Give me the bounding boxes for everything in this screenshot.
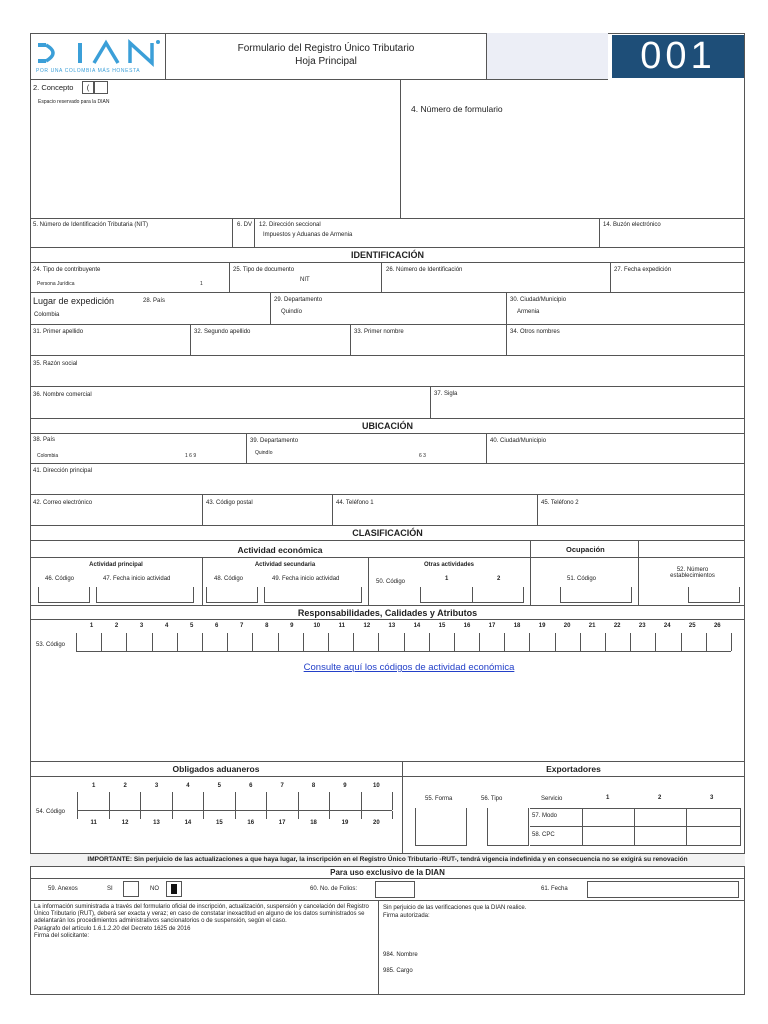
logo-tagline: POR UNA COLOMBIA MÁS HONESTA bbox=[36, 68, 141, 74]
aduaneros-bottom-numbers bbox=[78, 820, 392, 826]
uso-dian-title: Para uso exclusivo de la DIAN bbox=[30, 867, 745, 879]
adu-top-tick-0 bbox=[77, 792, 78, 810]
adu-bottom-tick-10 bbox=[392, 811, 393, 819]
codigo54-label: 54. Código bbox=[36, 809, 66, 815]
adu-top-tick-6 bbox=[266, 792, 267, 810]
resp-number-5: 5 bbox=[189, 623, 194, 629]
buzon-cell bbox=[599, 218, 745, 248]
adu-bottom-number-6: 16 bbox=[247, 820, 255, 826]
adu-top-tick-4 bbox=[203, 792, 204, 810]
codigo53-boxes[interactable] bbox=[76, 634, 731, 652]
adu-bottom-number-2: 12 bbox=[121, 820, 129, 826]
resp-number-1: 1 bbox=[89, 623, 94, 629]
adu-top-number-10: 10 bbox=[373, 783, 380, 789]
resp-number-4: 4 bbox=[164, 623, 169, 629]
tipo-contribuyente-label: 24. Tipo de contribuyente bbox=[33, 267, 101, 273]
resp-box-tick-17 bbox=[504, 633, 505, 651]
ubicacion-header: UBICACIÓN bbox=[30, 419, 745, 434]
ub-ciudad-cell bbox=[486, 434, 745, 464]
resp-box-tick-8 bbox=[278, 633, 279, 651]
resp-box-tick-3 bbox=[152, 633, 153, 651]
adu-top-number-5: 5 bbox=[217, 783, 221, 789]
folios-label: 60. No. de Folios: bbox=[310, 886, 358, 892]
tipo-documento-value: NIT bbox=[300, 277, 310, 283]
exportadores-divider bbox=[402, 761, 403, 853]
adu-top-tick-1 bbox=[109, 792, 110, 810]
servicio-label: Servicio bbox=[541, 796, 563, 802]
codigo48-input[interactable] bbox=[206, 587, 258, 603]
concepto-label: 2. Concepto bbox=[33, 83, 74, 92]
export-grid-4 bbox=[740, 808, 741, 846]
resp-box-tick-25 bbox=[706, 633, 707, 651]
resp-box-tick-14 bbox=[429, 633, 430, 651]
adu-top-tick-8 bbox=[329, 792, 330, 810]
pais-value: Colombia bbox=[34, 312, 60, 318]
resp-number-7: 7 bbox=[240, 623, 244, 629]
direccion-label: 41. Dirección principal bbox=[33, 468, 93, 474]
ub-ciudad-label: 40. Ciudad/Municipio bbox=[490, 438, 547, 444]
export-col-2: 2 bbox=[658, 795, 662, 801]
footer-left bbox=[34, 904, 374, 940]
resp-box-tick-20 bbox=[580, 633, 581, 651]
otras-col-1: 1 bbox=[445, 576, 449, 582]
resp-box-tick-7 bbox=[252, 633, 253, 651]
adu-bottom-tick-5 bbox=[235, 811, 236, 819]
ciudad-value: Armenia bbox=[517, 309, 540, 315]
correo-label: 42. Correo electrónico bbox=[33, 500, 93, 506]
segundo-apellido-cell bbox=[190, 325, 350, 356]
resp-number-25: 25 bbox=[688, 623, 696, 629]
footer-right-p2: Firma autorizada: bbox=[383, 913, 430, 919]
resp-number-18: 18 bbox=[513, 623, 521, 629]
resp-number-2: 2 bbox=[114, 623, 119, 629]
numero52-label bbox=[640, 567, 745, 579]
cpc-label: 58. CPC bbox=[532, 832, 555, 838]
adu-top-number-6: 6 bbox=[249, 783, 253, 789]
adu-top-tick-2 bbox=[140, 792, 141, 810]
sigla-cell bbox=[430, 387, 745, 419]
adu-bottom-tick-6 bbox=[266, 811, 267, 819]
resp-number-16: 16 bbox=[463, 623, 471, 629]
resp-box-tick-4 bbox=[177, 633, 178, 651]
numero-id-cell bbox=[381, 263, 610, 293]
otras-col-2: 2 bbox=[497, 576, 501, 582]
resp-number-11: 11 bbox=[338, 623, 345, 629]
tipo-label: 56. Tipo bbox=[481, 796, 503, 802]
departamento-value: Quindío bbox=[281, 309, 303, 315]
folios-input[interactable] bbox=[375, 881, 415, 898]
resp-number-22: 22 bbox=[613, 623, 621, 629]
otros-nombres-label: 34. Otros nombres bbox=[510, 329, 560, 335]
resp-box-tick-22 bbox=[630, 633, 631, 651]
id-row-4 bbox=[30, 356, 745, 387]
ub-pais-value: Colombia bbox=[37, 453, 59, 459]
forma-label: 55. Forma bbox=[425, 796, 453, 802]
modo-label: 57. Modo bbox=[532, 813, 558, 819]
fecha47-input[interactable] bbox=[96, 587, 194, 603]
resp-number-13: 13 bbox=[388, 623, 396, 629]
numero52-input[interactable] bbox=[688, 587, 740, 603]
resp-number-15: 15 bbox=[438, 623, 446, 629]
concepto-box-1[interactable] bbox=[82, 81, 94, 94]
adu-top-number-2: 2 bbox=[123, 783, 127, 789]
resp-number-24: 24 bbox=[663, 623, 671, 629]
otras1-input[interactable] bbox=[420, 587, 472, 603]
fecha61-input[interactable] bbox=[587, 881, 739, 898]
resp-box-tick-16 bbox=[479, 633, 480, 651]
adu-top-number-4: 4 bbox=[186, 783, 190, 789]
primer-apellido-label: 31. Primer apellido bbox=[33, 329, 84, 335]
departamento-label: 29. Departamento bbox=[274, 297, 323, 303]
firma-solicitante-label: Firma del solicitante: bbox=[34, 932, 90, 939]
telefono1-label: 44. Teléfono 1 bbox=[336, 500, 374, 506]
concepto-box-2[interactable] bbox=[94, 81, 108, 94]
ub-row-2 bbox=[30, 464, 745, 495]
adu-bottom-number-7: 17 bbox=[278, 820, 286, 826]
fecha49-label: 49. Fecha inicio actividad bbox=[272, 576, 340, 582]
resp-box-tick-19 bbox=[555, 633, 556, 651]
otras-actividades-label: Otras actividades bbox=[423, 562, 475, 568]
important-text: IMPORTANTE: Sin perjuicio de las actualizaciones a que haya lugar, la inscripción en el Registro Único Tributario -RUT-, tendrá vigencia indefinida y en consecuencia no se exigirá su renovación bbox=[87, 856, 688, 863]
resp-number-10: 10 bbox=[313, 623, 321, 629]
resp-box-tick-21 bbox=[605, 633, 606, 651]
sigla-label: 37. Sigla bbox=[434, 391, 458, 397]
codigo51-input[interactable] bbox=[560, 587, 632, 603]
resp-number-9: 9 bbox=[290, 623, 294, 629]
departamento-cell bbox=[270, 293, 506, 325]
reserved-label: Espacio reservado para la DIAN bbox=[38, 99, 110, 105]
codigo-postal-label: 43. Código postal bbox=[206, 500, 253, 506]
export-grid-1 bbox=[582, 808, 583, 846]
fecha-expedicion-label: 27. Fecha expedición bbox=[614, 267, 672, 273]
codigo51-label: 51. Código bbox=[567, 576, 597, 582]
adu-top-tick-3 bbox=[172, 792, 173, 810]
otros-nombres-cell bbox=[506, 325, 745, 356]
adu-top-tick-7 bbox=[298, 792, 299, 810]
anexos-label: 59. Anexos bbox=[48, 886, 78, 892]
resp-number-8: 8 bbox=[265, 623, 269, 629]
aduaneros-top-boxes[interactable] bbox=[77, 793, 392, 811]
fecha49-input[interactable] bbox=[264, 587, 362, 603]
resp-number-14: 14 bbox=[413, 623, 421, 629]
seccional-value: Impuestos y Aduanas de Armenia bbox=[263, 232, 353, 238]
ub-departamento-label: 39. Departamento bbox=[250, 438, 299, 444]
actividad-secundaria-label: Actividad secundaria bbox=[254, 562, 316, 568]
resp-box-tick-23 bbox=[655, 633, 656, 651]
resp-number-12: 12 bbox=[363, 623, 371, 629]
resp-box-tick-9 bbox=[303, 633, 304, 651]
adu-top-tick-5 bbox=[235, 792, 236, 810]
cargo985-label: 985. Cargo bbox=[383, 968, 413, 974]
otras2-input[interactable] bbox=[472, 587, 524, 603]
fecha47-label: 47. Fecha inicio actividad bbox=[103, 576, 171, 582]
codigo50-label: 50. Código bbox=[376, 579, 406, 585]
adu-top-number-3: 3 bbox=[154, 783, 159, 789]
dian-logo-icon bbox=[34, 37, 164, 69]
fecha61-label: 61. Fecha bbox=[541, 886, 568, 892]
footer-divider bbox=[378, 901, 379, 995]
telefono1-cell bbox=[332, 495, 537, 526]
tipo-documento-cell bbox=[229, 263, 381, 293]
adu-bottom-number-10: 20 bbox=[373, 820, 380, 826]
nit-label: 5. Número de Identificación Tributaria (NIT) bbox=[33, 222, 149, 228]
forma-input[interactable] bbox=[415, 808, 467, 846]
aduaneros-title: Obligados aduaneros bbox=[172, 764, 260, 774]
ciudad-cell bbox=[506, 293, 745, 325]
resp-box-tick-5 bbox=[202, 633, 203, 651]
export-grid-3 bbox=[686, 808, 687, 846]
ciudad-label: 30. Ciudad/Municipio bbox=[510, 297, 567, 303]
resp-box-tick-13 bbox=[404, 633, 405, 651]
tipo-documento-label: 25. Tipo de documento bbox=[233, 267, 295, 273]
resp-box-tick-2 bbox=[126, 633, 127, 651]
concepto-value: ( bbox=[86, 83, 90, 92]
resp-box-tick-0 bbox=[76, 633, 77, 651]
fecha-expedicion-cell bbox=[610, 263, 745, 293]
primer-nombre-label: 33. Primer nombre bbox=[354, 329, 404, 335]
numero-formulario-cell bbox=[400, 80, 745, 218]
modo-row bbox=[530, 808, 740, 827]
footer-left-p2: Parágrafo del artículo 1.6.1.2.20 del Decreto 1625 de 2016 bbox=[34, 925, 191, 932]
resp-box-tick-10 bbox=[328, 633, 329, 651]
title-line-2: Hoja Principal bbox=[295, 56, 357, 67]
tipo-contribuyente-value: Persona Jurídica bbox=[37, 281, 75, 287]
adu-bottom-tick-3 bbox=[172, 811, 173, 819]
codigo-postal-cell bbox=[202, 495, 332, 526]
responsabilidades-header: Responsabilidades, Calidades y Atributos bbox=[30, 605, 745, 620]
resp-numbers bbox=[79, 623, 730, 629]
telefono2-label: 45. Teléfono 2 bbox=[541, 500, 579, 506]
footer-right-p1: Sin perjuicio de las verificaciones que la DIAN realice. bbox=[383, 905, 527, 911]
actividad-economica-label: Actividad económica bbox=[237, 545, 323, 555]
numero-estab-divider bbox=[638, 541, 639, 605]
exportadores-title: Exportadores bbox=[546, 764, 601, 774]
adu-bottom-tick-0 bbox=[77, 811, 78, 819]
form-number-badge bbox=[612, 35, 744, 78]
resp-box-tick-11 bbox=[353, 633, 354, 651]
ub-pais-label: 38. País bbox=[33, 437, 56, 443]
cpc-row bbox=[530, 827, 740, 846]
lugar-expedicion-label: Lugar de expedición bbox=[33, 296, 115, 306]
codigo48-label: 48. Código bbox=[214, 576, 244, 582]
adu-bottom-tick-7 bbox=[298, 811, 299, 819]
resp-box-tick-26 bbox=[731, 633, 732, 651]
resp-box-tick-18 bbox=[529, 633, 530, 651]
aduaneros-bottom-boxes[interactable] bbox=[77, 811, 392, 819]
buzon-label: 14. Buzón electrónico bbox=[603, 222, 661, 228]
adu-top-tick-9 bbox=[361, 792, 362, 810]
resp-box-tick-15 bbox=[454, 633, 455, 651]
ub-departamento-value: Quindío bbox=[255, 450, 273, 456]
actividad-principal-label: Actividad principal bbox=[89, 562, 143, 568]
codigo46-input[interactable] bbox=[38, 587, 90, 603]
primer-nombre-cell bbox=[350, 325, 506, 356]
numero-id-label: 26. Número de Identificación bbox=[386, 267, 463, 273]
nombre-comercial-label: 36. Nombre comercial bbox=[33, 392, 92, 398]
no-checkbox-mark bbox=[171, 884, 177, 894]
form-number: 001 bbox=[640, 35, 716, 77]
adu-top-tick-10 bbox=[392, 792, 393, 810]
identificacion-header: IDENTIFICACIÓN bbox=[30, 248, 745, 263]
resp-number-3: 3 bbox=[139, 623, 144, 629]
clasificacion-header: CLASIFICACIÓN bbox=[30, 526, 745, 541]
resp-box-tick-6 bbox=[227, 633, 228, 651]
adu-bottom-tick-4 bbox=[203, 811, 204, 819]
numero-formulario-label: 4. Número de formulario bbox=[411, 104, 503, 114]
razon-social-label: 35. Razón social bbox=[33, 361, 78, 367]
dv-label: 6. DV bbox=[237, 222, 253, 228]
codigo53-label: 53. Código bbox=[36, 642, 66, 648]
adu-bottom-tick-2 bbox=[140, 811, 141, 819]
dv-divider bbox=[232, 232, 233, 248]
ub-departamento-cell bbox=[246, 434, 486, 464]
numero52-line2: establecimientos bbox=[670, 573, 715, 579]
tipo-contribuyente-code: 1 bbox=[200, 281, 203, 287]
tipo-input[interactable] bbox=[487, 808, 529, 846]
ub-pais-code: 1 6 9 bbox=[185, 453, 197, 459]
adu-bottom-tick-1 bbox=[109, 811, 110, 819]
dv-cell bbox=[232, 218, 254, 248]
si-checkbox[interactable] bbox=[123, 881, 139, 897]
nombre984-label: 984. Nombre bbox=[383, 952, 418, 958]
codigo46-label: 46. Código bbox=[45, 576, 75, 582]
numero52-line1: 52. Número bbox=[676, 567, 709, 573]
footer-right bbox=[383, 904, 738, 920]
adu-bottom-number-5: 15 bbox=[215, 820, 223, 826]
resp-number-23: 23 bbox=[638, 623, 646, 629]
resp-box-tick-12 bbox=[378, 633, 379, 651]
consulte-link[interactable]: Consulte aquí los códigos de actividad económica bbox=[303, 662, 515, 673]
adu-top-number-9: 9 bbox=[343, 783, 347, 789]
header-title bbox=[166, 33, 486, 80]
header-shaded-box bbox=[486, 33, 608, 80]
footer-left-p1: La información suministrada a través del formulario oficial de inscripción, actualización, suspensión y cancelación del Registro Único Tributario (RUT), deberá ser exacta y veraz; en caso de constatar inexactitud en alguno de los datos suministrados se adelantarán los procedimientos administrativos sancionatorios o de suspensión, según el caso. bbox=[34, 904, 369, 925]
adu-bottom-number-1: 11 bbox=[90, 820, 97, 826]
pais-label: 28. País bbox=[143, 298, 166, 304]
ub-departamento-code: 6 3 bbox=[419, 453, 426, 459]
adu-top-number-8: 8 bbox=[311, 783, 316, 789]
resp-box-tick-24 bbox=[681, 633, 682, 651]
ocupacion-label: Ocupación bbox=[566, 545, 605, 554]
no-checkbox[interactable] bbox=[166, 881, 182, 897]
resp-box-tick-1 bbox=[101, 633, 102, 651]
adu-bottom-number-8: 18 bbox=[310, 820, 317, 826]
aduaneros-top-numbers bbox=[78, 783, 392, 789]
seccional-cell bbox=[254, 218, 599, 248]
adu-bottom-number-9: 19 bbox=[341, 820, 349, 826]
adu-top-number-7: 7 bbox=[280, 783, 284, 789]
segundo-apellido-label: 32. Segundo apellido bbox=[194, 329, 251, 335]
adu-bottom-tick-9 bbox=[361, 811, 362, 819]
consulte-link-wrap bbox=[30, 662, 768, 673]
export-col-1: 1 bbox=[606, 795, 610, 801]
telefono2-cell bbox=[537, 495, 745, 526]
no-label: NO bbox=[150, 886, 159, 892]
export-grid-2 bbox=[634, 808, 635, 846]
seccional-label: 12. Dirección seccional bbox=[259, 222, 321, 228]
title-line-1: Formulario del Registro Único Tributario bbox=[237, 43, 415, 54]
si-label: SI bbox=[107, 886, 113, 892]
resp-number-21: 21 bbox=[588, 623, 596, 629]
resp-number-6: 6 bbox=[215, 623, 219, 629]
resp-number-20: 20 bbox=[563, 623, 571, 629]
resp-number-19: 19 bbox=[538, 623, 546, 629]
export-col-3: 3 bbox=[710, 795, 714, 801]
adu-bottom-number-3: 13 bbox=[153, 820, 160, 826]
adu-top-number-1: 1 bbox=[92, 783, 96, 789]
logo-area bbox=[30, 33, 166, 80]
adu-bottom-tick-8 bbox=[329, 811, 330, 819]
resp-number-26: 26 bbox=[713, 623, 721, 629]
resp-number-17: 17 bbox=[488, 623, 496, 629]
adu-bottom-number-4: 14 bbox=[184, 820, 192, 826]
